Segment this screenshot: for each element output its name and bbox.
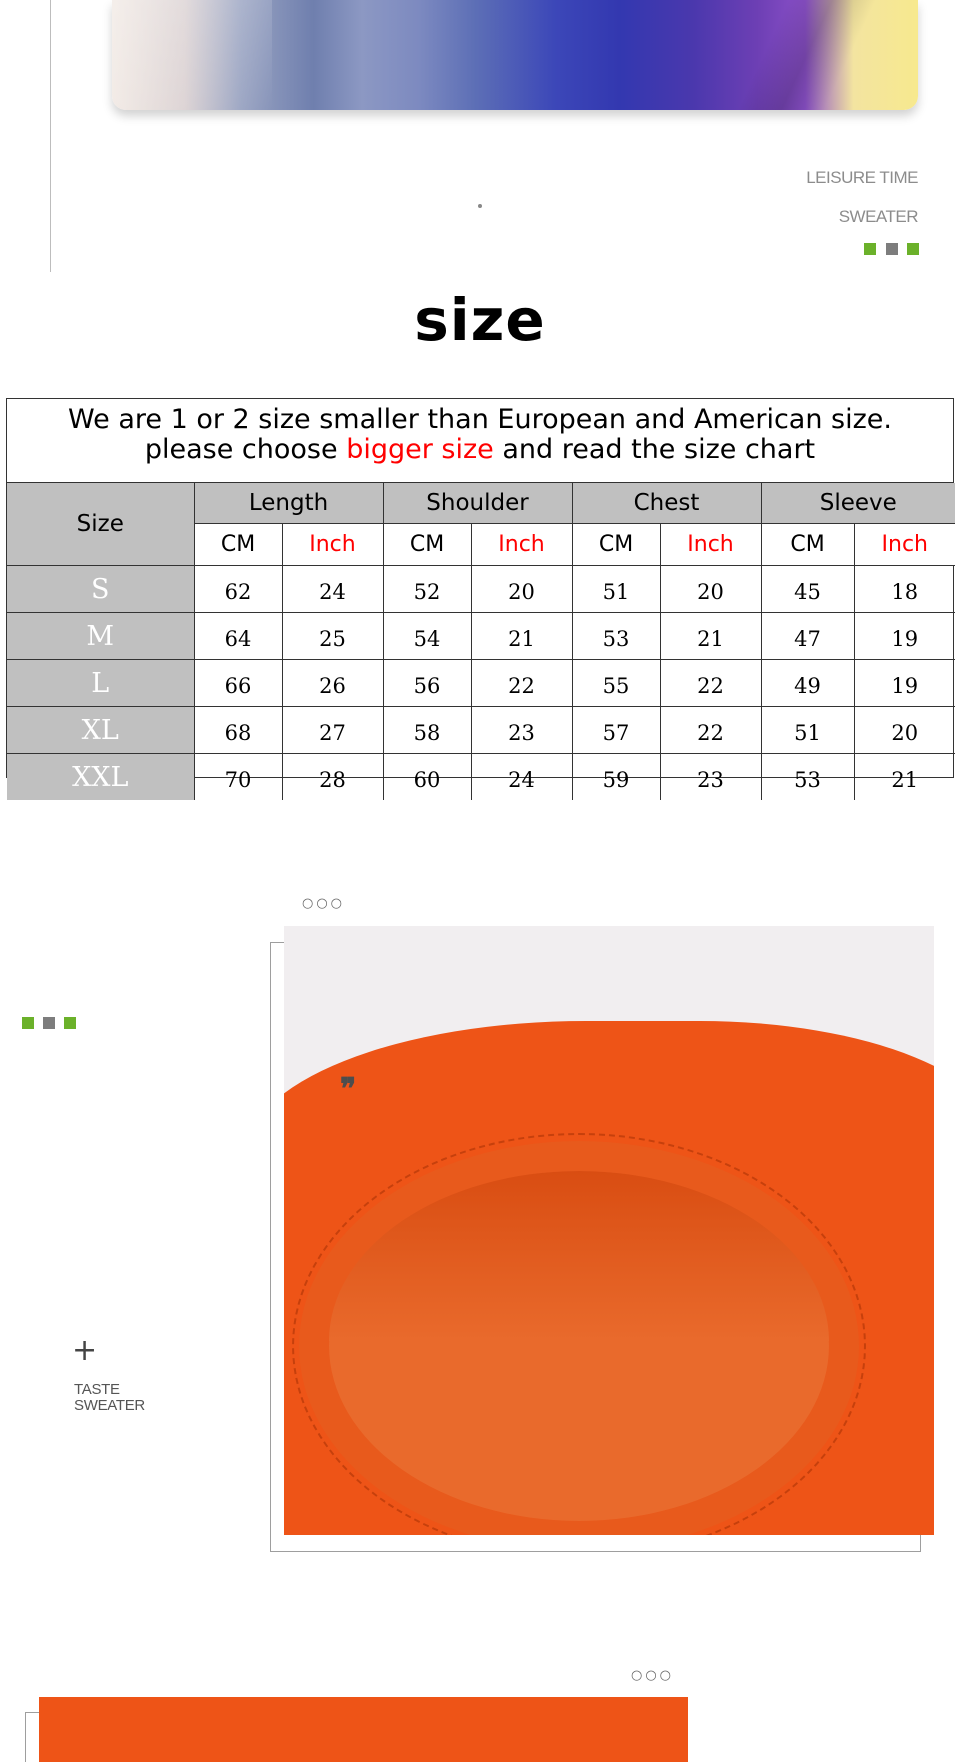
photo-frame — [25, 1712, 26, 1762]
cell-value: 27 — [282, 707, 383, 754]
collar-detail-photo — [284, 926, 934, 1535]
decorative-dots: ○○○ — [631, 1668, 675, 1683]
cell-value: 55 — [572, 660, 660, 707]
accent-square-green — [864, 243, 876, 255]
cell-value: 49 — [761, 660, 854, 707]
unit-cm: CM — [761, 524, 854, 566]
cell-value: 24 — [471, 754, 572, 801]
photo-fold-highlight — [112, 0, 272, 110]
header-size: Size — [7, 483, 194, 566]
cell-value: 22 — [660, 707, 761, 754]
unit-cm: CM — [194, 524, 282, 566]
cell-value: 58 — [383, 707, 471, 754]
header-sleeve: Sleeve — [761, 483, 955, 524]
cell-value: 19 — [854, 613, 955, 660]
accent-square-green — [907, 243, 919, 255]
caption-line-2: SWEATER — [74, 1397, 145, 1414]
notice-line-2 — [7, 435, 953, 465]
row-size-label: XXL — [7, 754, 194, 801]
size-notice — [7, 399, 953, 483]
caption-line-1: TASTE — [74, 1381, 120, 1398]
table-row — [7, 707, 955, 754]
decorative-vertical-line — [50, 0, 51, 272]
table-row — [7, 660, 955, 707]
table-row — [7, 754, 955, 801]
unit-inch: Inch — [660, 524, 761, 566]
notice-highlight: bigger size — [346, 434, 494, 465]
row-size-label: M — [7, 613, 194, 660]
notice-text: please choose — [144, 434, 347, 465]
cell-value: 66 — [194, 660, 282, 707]
cell-value: 47 — [761, 613, 854, 660]
cell-value: 51 — [572, 566, 660, 613]
cell-value: 64 — [194, 613, 282, 660]
header-shoulder: Shoulder — [383, 483, 572, 524]
cell-value: 20 — [660, 566, 761, 613]
notice-line-1: We are 1 or 2 size smaller than European and American size. — [68, 404, 892, 435]
photo-frame — [25, 1712, 39, 1713]
accent-square-green — [22, 1017, 34, 1029]
detail-caption — [74, 1382, 145, 1414]
sweater-detail-photo — [39, 1697, 688, 1762]
unit-inch: Inch — [471, 524, 572, 566]
cell-value: 24 — [282, 566, 383, 613]
cell-value: 60 — [383, 754, 471, 801]
cell-value: 56 — [383, 660, 471, 707]
cell-value: 53 — [572, 613, 660, 660]
cell-value: 21 — [854, 754, 955, 801]
accent-square-gray — [43, 1017, 55, 1029]
cell-value: 59 — [572, 754, 660, 801]
sweater-body — [284, 1021, 934, 1535]
cell-value: 53 — [761, 754, 854, 801]
unit-inch: Inch — [282, 524, 383, 566]
cell-value: 19 — [854, 660, 955, 707]
cell-value: 22 — [471, 660, 572, 707]
tag-leisure-time: LEISURE TIME — [806, 168, 918, 187]
unit-cm: CM — [383, 524, 471, 566]
cell-value: 54 — [383, 613, 471, 660]
table-row — [7, 566, 955, 613]
cell-value: 45 — [761, 566, 854, 613]
decorative-dots: ○○○ — [302, 896, 346, 911]
size-table — [7, 483, 955, 800]
carousel-dot — [478, 204, 482, 208]
cell-value: 28 — [282, 754, 383, 801]
section-title: size — [414, 286, 546, 354]
cell-value: 26 — [282, 660, 383, 707]
row-size-label: S — [7, 566, 194, 613]
cell-value: 51 — [761, 707, 854, 754]
photo-fold-shadow — [672, 0, 912, 110]
unit-inch: Inch — [854, 524, 955, 566]
cell-value: 62 — [194, 566, 282, 613]
cell-value: 68 — [194, 707, 282, 754]
plus-icon: + — [72, 1333, 98, 1368]
cell-value: 20 — [471, 566, 572, 613]
cell-value: 21 — [471, 613, 572, 660]
cell-value: 18 — [854, 566, 955, 613]
cell-value: 57 — [572, 707, 660, 754]
tag-sweater: SWEATER — [838, 207, 918, 226]
cell-value: 23 — [660, 754, 761, 801]
cell-value: 21 — [660, 613, 761, 660]
quote-mark-icon: ❞ — [340, 1072, 357, 1107]
header-length: Length — [194, 483, 383, 524]
accent-square-green — [64, 1017, 76, 1029]
notice-text: and read the size chart — [493, 434, 816, 465]
accent-square-gray — [886, 243, 898, 255]
cell-value: 70 — [194, 754, 282, 801]
cell-value: 52 — [383, 566, 471, 613]
sweater-colors-photo — [112, 0, 918, 110]
table-row — [7, 613, 955, 660]
row-size-label: L — [7, 660, 194, 707]
row-size-label: XL — [7, 707, 194, 754]
unit-cm: CM — [572, 524, 660, 566]
cell-value: 25 — [282, 613, 383, 660]
cell-value: 23 — [471, 707, 572, 754]
cell-value: 22 — [660, 660, 761, 707]
cell-value: 20 — [854, 707, 955, 754]
header-chest: Chest — [572, 483, 761, 524]
size-chart — [6, 398, 954, 793]
